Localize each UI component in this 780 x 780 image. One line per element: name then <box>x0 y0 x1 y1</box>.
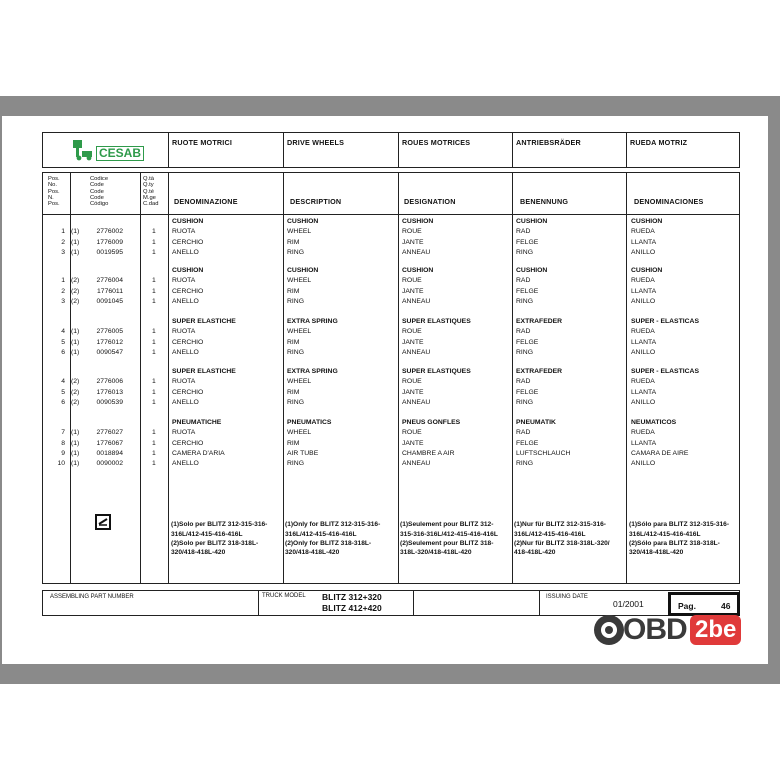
cesab-forklift-icon <box>72 139 96 161</box>
part-code: 2776006 <box>96 378 123 386</box>
quantity: 1 <box>152 238 156 246</box>
part-name: RUEDA <box>631 429 655 437</box>
quantity: 1 <box>152 439 156 447</box>
part-name: LLANTA <box>631 338 657 346</box>
part-name: ANNEAU <box>402 460 431 468</box>
part-name: RING <box>287 297 304 305</box>
issuing-date-label: ISSUING DATE <box>546 594 588 600</box>
note-reference: (2) <box>71 287 80 295</box>
group-title: CUSHION <box>287 267 319 274</box>
note-es: (1)Sólo para BLITZ 312-315-316- 316L/412-415-416-416L (2)Sólo para BLITZ 318-318L- 320/418-418L-420 <box>629 521 730 557</box>
header-title-fr: ROUES MOTRICES <box>402 138 471 147</box>
note-reference: (1) <box>71 460 80 468</box>
part-code: 0090547 <box>96 348 123 356</box>
part-name: ANILLO <box>631 297 656 305</box>
part-name: WHEEL <box>287 228 312 236</box>
part-name: RAD <box>516 228 531 236</box>
watermark-text-2be: 2be <box>690 615 741 645</box>
part-name: RING <box>516 460 533 468</box>
truck-model-line1: BLITZ 312+320 <box>322 592 382 602</box>
note-reference: (1) <box>71 238 80 246</box>
part-name: AIR TUBE <box>287 449 319 457</box>
part-name: RING <box>287 460 304 468</box>
part-name: JANTE <box>402 388 424 396</box>
part-code: 2776002 <box>96 228 123 236</box>
watermark-gear-icon <box>592 613 626 647</box>
part-name: FELGE <box>516 287 539 295</box>
part-name: ANILLO <box>631 398 656 406</box>
part-name: FELGE <box>516 238 539 246</box>
quantity: 1 <box>152 460 156 468</box>
part-name: JANTE <box>402 238 424 246</box>
group-title: CUSHION <box>287 218 319 225</box>
note-reference: (1) <box>71 328 80 336</box>
truck-model-line2: BLITZ 412+420 <box>322 603 382 613</box>
header-title-de: ANTRIEBSRÄDER <box>516 138 581 147</box>
group-title: CUSHION <box>516 218 548 225</box>
part-name: CERCHIO <box>172 238 204 246</box>
part-name: JANTE <box>402 439 424 447</box>
group-title: SUPER ELASTIQUES <box>402 318 471 325</box>
part-code: 0090002 <box>96 460 123 468</box>
note-reference: (1) <box>71 449 80 457</box>
issuing-date: 01/2001 <box>613 599 644 609</box>
position-number: 10 <box>57 460 65 468</box>
part-name: LLANTA <box>631 439 657 447</box>
part-name: RUEDA <box>631 228 655 236</box>
group-title: CUSHION <box>402 267 434 274</box>
group-title: NEUMATICOS <box>631 419 677 426</box>
quantity: 1 <box>152 449 156 457</box>
group-title: CUSHION <box>631 267 663 274</box>
group-title: SUPER ELASTICHE <box>172 318 236 325</box>
part-name: ANILLO <box>631 460 656 468</box>
part-name: CERCHIO <box>172 287 204 295</box>
col-header-pos: Pos. No. Pos. N. Pos. <box>48 176 60 208</box>
part-name: ANILLO <box>631 248 656 256</box>
part-name: ANNEAU <box>402 297 431 305</box>
col-header-it: DENOMINAZIONE <box>174 197 238 206</box>
part-name: RUOTA <box>172 378 196 386</box>
group-title: EXTRAFEDER <box>516 318 563 325</box>
part-name: ANNEAU <box>402 398 431 406</box>
obd2be-watermark <box>592 612 772 648</box>
part-name: RIM <box>287 439 300 447</box>
note-en: (1)Only for BLITZ 312-315-316- 316L/412-415-416-416L (2)Only for BLITZ 318-318L- 320/418-418L-420 <box>285 521 381 557</box>
part-name: ANNEAU <box>402 348 431 356</box>
part-name: RUEDA <box>631 378 655 386</box>
part-name: JANTE <box>402 338 424 346</box>
part-name: RUEDA <box>631 328 655 336</box>
part-name: CERCHIO <box>172 338 204 346</box>
part-name: ROUE <box>402 328 422 336</box>
document-symbol-icon <box>95 514 111 530</box>
note-reference: (2) <box>71 388 80 396</box>
part-name: RING <box>287 248 304 256</box>
part-name: ANELLO <box>172 348 199 356</box>
part-name: RUOTA <box>172 277 196 285</box>
note-reference: (2) <box>71 277 80 285</box>
part-name: RAD <box>516 378 531 386</box>
col-header-en: DESCRIPTION <box>290 197 342 206</box>
quantity: 1 <box>152 287 156 295</box>
part-name: WHEEL <box>287 277 312 285</box>
quantity: 1 <box>152 248 156 256</box>
part-code: 0019595 <box>96 248 123 256</box>
position-number: 1 <box>61 228 65 236</box>
group-title: PNEUS GONFLES <box>402 419 461 426</box>
group-title: SUPER - ELASTICAS <box>631 368 699 375</box>
brand-name: CESAB <box>96 146 144 161</box>
part-name: WHEEL <box>287 328 312 336</box>
part-name: ANELLO <box>172 248 199 256</box>
quantity: 1 <box>152 277 156 285</box>
position-number: 3 <box>61 248 65 256</box>
position-number: 2 <box>61 287 65 295</box>
part-name: RING <box>287 348 304 356</box>
part-name: RIM <box>287 388 300 396</box>
position-number: 3 <box>61 297 65 305</box>
part-code: 2776027 <box>96 429 123 437</box>
part-name: ROUE <box>402 228 422 236</box>
part-name: ANNEAU <box>402 248 431 256</box>
part-name: RIM <box>287 338 300 346</box>
quantity: 1 <box>152 228 156 236</box>
part-name: WHEEL <box>287 429 312 437</box>
group-title: SUPER ELASTICHE <box>172 368 236 375</box>
part-name: CAMARA DE AIRE <box>631 449 689 457</box>
part-name: JANTE <box>402 287 424 295</box>
group-title: PNEUMATICHE <box>172 419 222 426</box>
part-code: 2776005 <box>96 328 123 336</box>
document-page <box>2 116 768 664</box>
quantity: 1 <box>152 429 156 437</box>
group-title: SUPER - ELASTICAS <box>631 318 699 325</box>
part-code: 0090539 <box>96 398 123 406</box>
part-name: ANELLO <box>172 460 199 468</box>
part-name: CAMERA D'ARIA <box>172 449 225 457</box>
part-name: RING <box>287 398 304 406</box>
note-reference: (2) <box>71 398 80 406</box>
part-name: WHEEL <box>287 378 312 386</box>
group-title: EXTRAFEDER <box>516 368 563 375</box>
header-title-en: DRIVE WHEELS <box>287 138 345 147</box>
quantity: 1 <box>152 297 156 305</box>
part-code: 0018894 <box>96 449 123 457</box>
part-name: RING <box>516 398 533 406</box>
group-title: PNEUMATIK <box>516 419 556 426</box>
position-number: 8 <box>61 439 65 447</box>
note-reference: (1) <box>71 348 80 356</box>
part-name: RAD <box>516 429 531 437</box>
watermark-text-obd: OBD <box>623 613 687 646</box>
quantity: 1 <box>152 388 156 396</box>
part-name: ANELLO <box>172 398 199 406</box>
part-code: 0091045 <box>96 297 123 305</box>
part-name: RING <box>516 248 533 256</box>
group-title: EXTRA SPRING <box>287 318 338 325</box>
page-label: Pag. <box>678 601 696 611</box>
position-number: 5 <box>61 338 65 346</box>
part-name: FELGE <box>516 388 539 396</box>
position-number: 7 <box>61 429 65 437</box>
note-reference: (1) <box>71 248 80 256</box>
part-code: 1776011 <box>97 287 123 295</box>
part-name: LUFTSCHLAUCH <box>516 449 571 457</box>
part-name: RUOTA <box>172 328 196 336</box>
note-fr: (1)Seulement pour BLITZ 312- 315-316-316L/412-415-416-416L (2)Seulement pour BLITZ 318- 318L-320/418-418L-420 <box>400 521 498 557</box>
part-name: FELGE <box>516 439 539 447</box>
quantity: 1 <box>152 378 156 386</box>
header-title-es: RUEDA MOTRIZ <box>630 138 688 147</box>
part-code: 1776009 <box>96 238 123 246</box>
part-name: CHAMBRE A AIR <box>402 449 455 457</box>
part-name: ROUE <box>402 378 422 386</box>
part-name: RAD <box>516 277 531 285</box>
note-reference: (1) <box>71 439 80 447</box>
quantity: 1 <box>152 328 156 336</box>
part-name: CERCHIO <box>172 439 204 447</box>
col-header-es: DENOMINACIONES <box>634 197 704 206</box>
note-reference: (1) <box>71 338 80 346</box>
position-number: 9 <box>61 449 65 457</box>
position-number: 4 <box>61 328 65 336</box>
note-it: (1)Solo per BLITZ 312-315-316- 316L/412-415-416-416L (2)Solo per BLITZ 318-318L- 320/418-418L-420 <box>171 521 268 557</box>
position-number: 5 <box>61 388 65 396</box>
col-header-fr: DESIGNATION <box>404 197 456 206</box>
group-title: CUSHION <box>631 218 663 225</box>
part-code: 1776067 <box>96 439 123 447</box>
part-name: RUOTA <box>172 429 196 437</box>
part-name: FELGE <box>516 338 539 346</box>
note-reference: (1) <box>71 228 80 236</box>
col-header-de: BENENNUNG <box>520 197 569 206</box>
part-name: LLANTA <box>631 238 657 246</box>
part-name: RIM <box>287 238 300 246</box>
assembling-part-number-label: ASSEMBLING PART NUMBER <box>50 594 134 600</box>
quantity: 1 <box>152 398 156 406</box>
group-title: PNEUMATICS <box>287 419 332 426</box>
group-title: EXTRA SPRING <box>287 368 338 375</box>
part-name: LLANTA <box>631 388 657 396</box>
quantity: 1 <box>152 348 156 356</box>
col-header-qty: Q.tà Q.ty Q.té M.ge C.dad <box>143 176 159 208</box>
part-name: ROUE <box>402 429 422 437</box>
group-title: CUSHION <box>172 267 204 274</box>
position-number: 4 <box>61 378 65 386</box>
part-name: ROUE <box>402 277 422 285</box>
part-name: ANILLO <box>631 348 656 356</box>
position-number: 6 <box>61 348 65 356</box>
position-number: 6 <box>61 398 65 406</box>
quantity: 1 <box>152 338 156 346</box>
part-code: 2776004 <box>96 277 123 285</box>
group-title: CUSHION <box>172 218 204 225</box>
cesab-logo <box>72 139 144 161</box>
group-title: CUSHION <box>402 218 434 225</box>
page-number: 46 <box>721 601 731 611</box>
note-reference: (2) <box>71 297 80 305</box>
note-de: (1)Nur für BLITZ 312-315-316- 316L/412-415-416-416L (2)Nur für BLITZ 318-318L-320/ 418-418L-420 <box>514 521 610 557</box>
part-name: LLANTA <box>631 287 657 295</box>
note-reference: (2) <box>71 378 80 386</box>
part-name: RING <box>516 348 533 356</box>
group-title: CUSHION <box>516 267 548 274</box>
note-reference: (1) <box>71 429 80 437</box>
position-number: 1 <box>61 277 65 285</box>
part-name: RIM <box>287 287 300 295</box>
part-code: 1776013 <box>96 388 123 396</box>
part-name: CERCHIO <box>172 388 204 396</box>
header-title-it: RUOTE MOTRICI <box>172 138 233 147</box>
part-name: RAD <box>516 328 531 336</box>
part-name: RUEDA <box>631 277 655 285</box>
col-header-code: Codice Code Code Code Código <box>90 176 109 208</box>
position-number: 2 <box>61 238 65 246</box>
part-name: RING <box>516 297 533 305</box>
truck-model-label: TRUCK MODEL <box>262 593 306 599</box>
part-name: ANELLO <box>172 297 199 305</box>
part-code: 1776012 <box>96 338 123 346</box>
group-title: SUPER ELASTIQUES <box>402 368 471 375</box>
part-name: RUOTA <box>172 228 196 236</box>
